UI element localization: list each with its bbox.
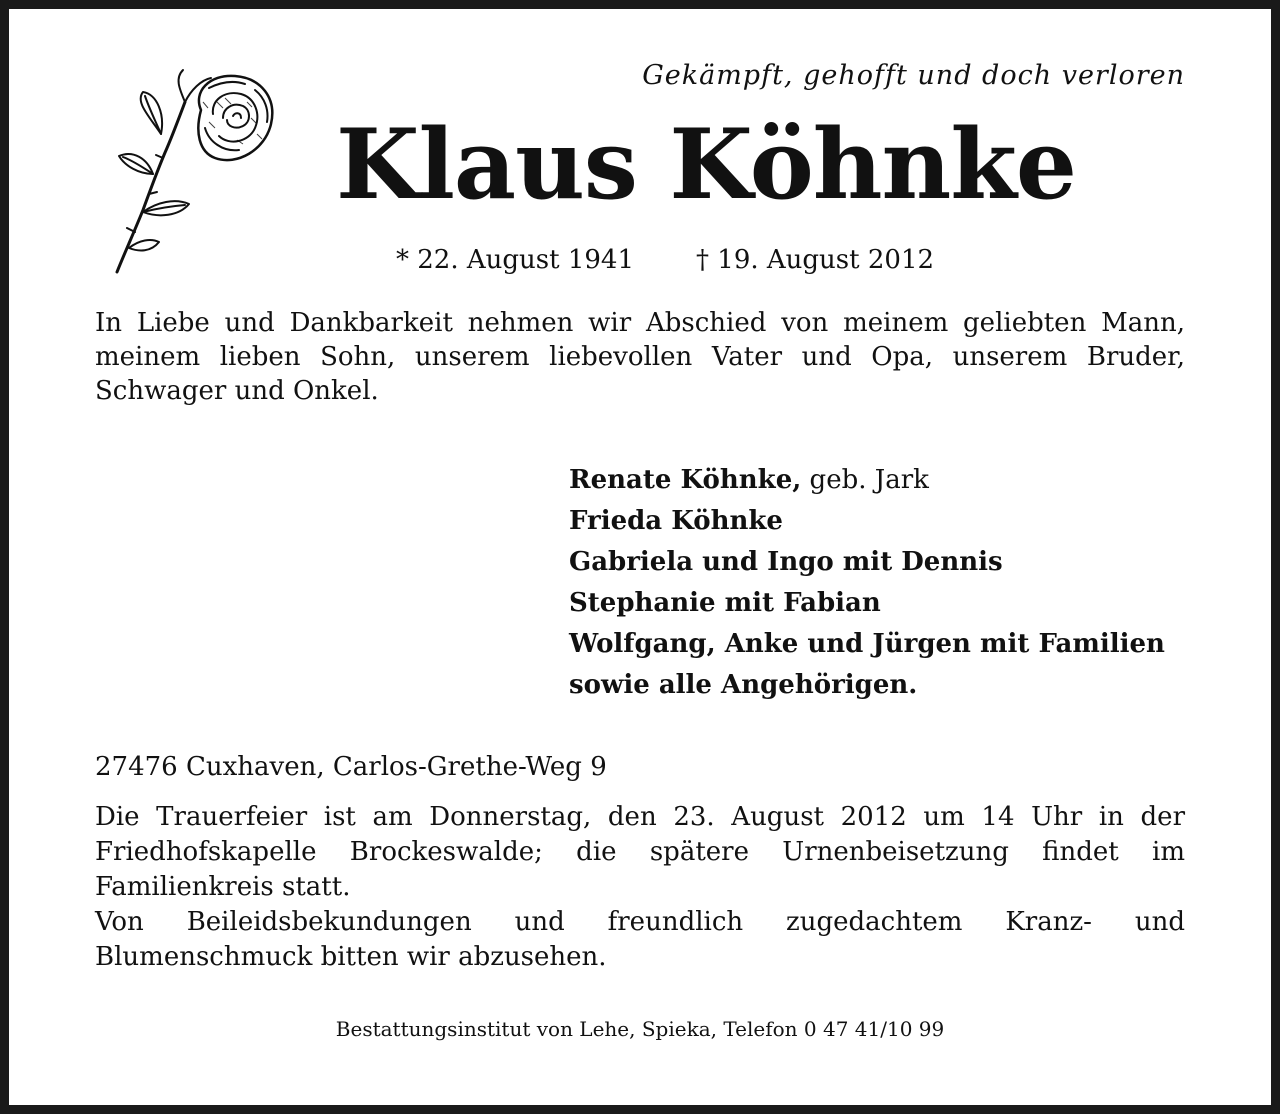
- mourner-row: [569, 665, 1185, 706]
- death-date: † 19. August 2012: [696, 245, 935, 275]
- mourner-name: Wolfgang, Anke und Jürgen mit Familien: [569, 629, 1165, 659]
- deceased-name: Klaus Köhnke: [336, 108, 1076, 221]
- condolence-note: Von Beileidsbekundungen und freundlich zugedachtem Kranz- und Blumenschmuck bitten wir abzusehen.: [95, 907, 1185, 972]
- mourner-row: [569, 624, 1185, 665]
- intro-text: In Liebe und Dankbarkeit nehmen wir Abschied von meinem geliebten Mann, meinem lieben Sohn, unserem liebevollen Vater und Opa, unserem Bruder, Schwager und Onkel.: [95, 308, 1185, 406]
- motto: Gekämpft, gehofft und doch verloren: [642, 60, 1185, 91]
- mourner-name: Stephanie mit Fabian: [569, 588, 881, 618]
- mourner-name: Renate Köhnke,: [569, 465, 802, 495]
- mourner-name: Gabriela und Ingo mit Dennis: [569, 547, 1003, 577]
- rose-icon: [105, 62, 285, 282]
- mourners-list: [569, 460, 1185, 706]
- life-dates: [396, 245, 934, 275]
- mourner-row: [569, 501, 1185, 542]
- mourner-name: Frieda Köhnke: [569, 506, 783, 536]
- service-info: [95, 800, 1185, 975]
- birth-date: * 22. August 1941: [396, 245, 635, 275]
- mourner-row: [569, 583, 1185, 624]
- mourner-row: [569, 542, 1185, 583]
- mourner-row: [569, 460, 1185, 501]
- mourner-name: sowie alle Angehörigen.: [569, 670, 918, 700]
- undertaker-line: Bestattungsinstitut von Lehe, Spieka, Telefon 0 47 41/10 99: [335, 1017, 945, 1041]
- address: 27476 Cuxhaven, Carlos-Grethe-Weg 9: [95, 752, 607, 782]
- mourner-maiden-name: geb. Jark: [801, 465, 929, 495]
- funeral-service-text: Die Trauerfeier ist am Donnerstag, den 23. August 2012 um 14 Uhr in der Friedhofskapelle Brockeswalde; die spätere Urnenbeisetzung findet im Familienkreis statt.: [95, 802, 1185, 902]
